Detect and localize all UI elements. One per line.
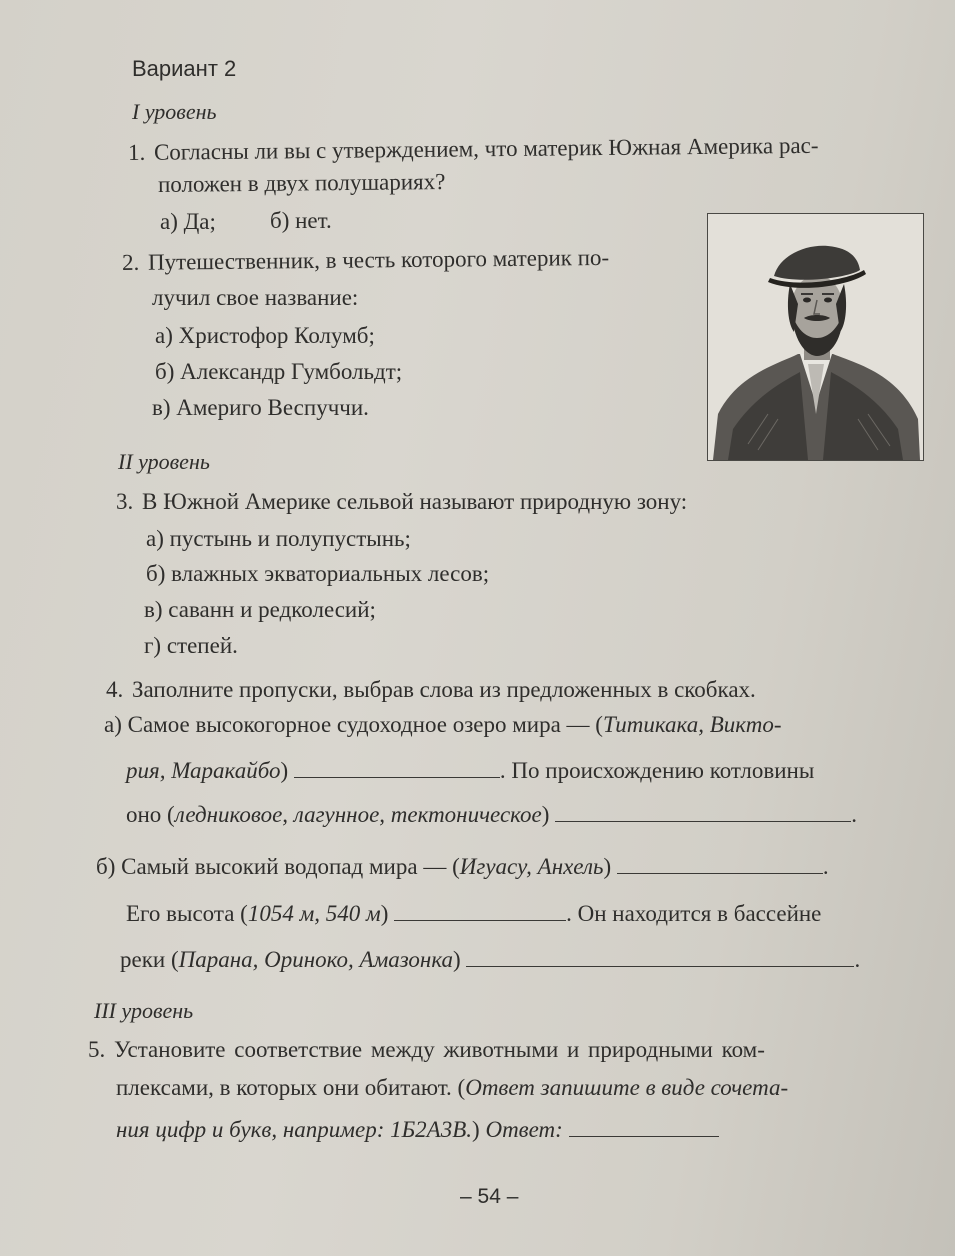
question-2-number: 2. <box>121 249 140 275</box>
question-3-option-d: г) степей. <box>144 633 238 658</box>
question-5-answer-label: Ответ: <box>485 1117 563 1142</box>
question-4a-paren: ) <box>280 758 289 783</box>
answer-blank-waterfall[interactable] <box>617 857 823 874</box>
level-2-heading: II уровень <box>118 449 210 474</box>
question-5-line3 <box>116 1117 719 1143</box>
question-5-instruction: Ответ запишите в виде сочета- <box>465 1075 789 1100</box>
question-4b-river-options: Парана, Ориноко, Амазонка <box>178 947 454 972</box>
question-3-option-a: а) пустынь и полупустынь; <box>146 526 411 551</box>
question-4b-line1 <box>96 854 829 880</box>
level-3-heading: III уровень <box>94 998 194 1023</box>
question-4b-paren: ) <box>603 854 612 879</box>
question-4a-tail: . По происхождению котловины <box>499 758 815 783</box>
question-4-text: Заполните пропуски, выбрав слова из предложенных в скобках. <box>132 677 756 702</box>
question-4a-origin-paren: ) <box>541 802 550 827</box>
question-4b-text: б) Самый высокий водопад мира — ( <box>96 854 460 879</box>
question-1-text: Согласны ли вы с утверждением, что материк Южная Америка рас- <box>153 132 819 165</box>
page-number: – 54 – <box>460 1185 519 1208</box>
question-4a-line1 <box>104 712 781 738</box>
question-2-line1 <box>122 245 609 277</box>
question-2-option-c: в) Америго Веспуччи. <box>152 395 369 420</box>
question-4a-origin-text: оно ( <box>126 802 175 827</box>
question-4a-line3 <box>126 802 857 828</box>
answer-blank-q5[interactable] <box>569 1120 719 1137</box>
question-4a-text: а) Самое высокогорное судоходное озеро мира — ( <box>104 712 603 737</box>
question-3-line1 <box>116 489 687 515</box>
question-3-option-c: в) саванн и редколесий; <box>144 597 376 622</box>
question-4b-basin-text: . Он находится в бассейне <box>566 901 822 926</box>
question-4b-line3 <box>120 947 860 973</box>
question-3-number: 3. <box>116 489 134 514</box>
answer-blank-lake[interactable] <box>294 761 500 778</box>
question-4b-line2 <box>126 901 821 927</box>
question-2-option-b: б) Александр Гумбольдт; <box>155 359 403 384</box>
question-2-line2: лучил свое название: <box>152 285 359 310</box>
question-2-option-a: а) Христофор Колумб; <box>155 323 375 348</box>
question-4-line1 <box>106 677 756 703</box>
question-5-text: Установите соответствие между животными и природными ком- <box>114 1037 765 1062</box>
question-2-text: Путешественник, в честь которого материк по- <box>147 244 610 275</box>
answer-blank-river[interactable] <box>466 950 854 967</box>
level-1-heading: I уровень <box>132 99 217 124</box>
question-5-line1 <box>88 1037 765 1063</box>
question-1-line2: положен в двух полушариях? <box>157 168 446 197</box>
question-3-option-b: б) влажных экваториальных лесов; <box>146 561 490 586</box>
question-5-line2 <box>116 1075 788 1101</box>
question-5-text-cont: плексами, в которых они обитают. ( <box>116 1075 466 1100</box>
question-4a-options: Титикака, Викто- <box>602 712 782 737</box>
portrait-frame <box>707 213 924 461</box>
question-4-number: 4. <box>106 677 124 702</box>
question-1-option-b: б) нет. <box>270 208 332 233</box>
question-4a-line2 <box>126 758 814 784</box>
question-4b-options: Игуасу, Анхель <box>459 854 604 879</box>
question-4b-height-options: 1054 м, 540 м <box>247 901 381 926</box>
question-4b-height-text: Его высота ( <box>126 901 248 926</box>
question-5-instruction-cont: ния цифр и букв, например: 1Б2А3В. <box>116 1117 473 1142</box>
question-5-paren: ) <box>472 1117 486 1142</box>
question-4b-height-paren: ) <box>380 901 389 926</box>
answer-blank-height[interactable] <box>394 904 566 921</box>
question-4b-river-paren: ) <box>453 947 461 972</box>
answer-blank-origin[interactable] <box>555 805 851 822</box>
question-5-number: 5. <box>88 1037 106 1062</box>
question-4b-period: . <box>822 854 829 879</box>
question-4a-origin-options: ледниковое, лагунное, тектоническое <box>174 802 542 827</box>
question-1-number: 1. <box>127 139 146 165</box>
question-4a-origin-period: . <box>851 802 857 827</box>
variant-title: Вариант 2 <box>132 56 237 81</box>
question-3-text: В Южной Америке сельвой называют природную зону: <box>142 489 688 514</box>
question-1-line1 <box>128 133 819 167</box>
question-4a-options-cont: рия, Маракайбо <box>126 758 281 783</box>
portrait-image <box>708 214 923 460</box>
question-4b-river-text: реки ( <box>120 947 179 972</box>
question-1-option-a: а) Да; <box>160 209 216 234</box>
question-4b-river-period: . <box>854 947 861 972</box>
